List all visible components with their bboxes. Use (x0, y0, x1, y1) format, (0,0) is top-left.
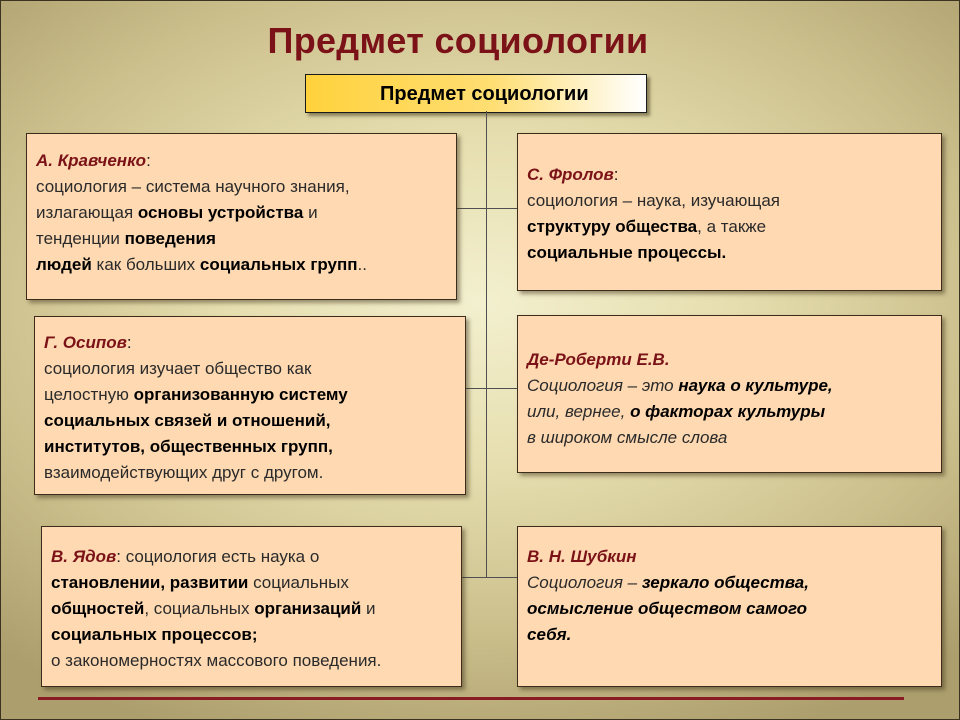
shubkin-line-2: Социология – зеркало общества, (527, 573, 809, 592)
center-label: Предмет социологии (380, 83, 589, 105)
osipov-line-6: взаимодействующих друг с другом. (44, 463, 324, 482)
kravchenko-line-1: А. Кравченко: (36, 151, 151, 170)
definition-box-osipov (34, 316, 466, 495)
connector-right-2 (486, 388, 517, 389)
deroberti-line-3: или, вернее, о факторах культуры (527, 402, 826, 421)
definition-box-kravchenko (26, 133, 457, 300)
author-name: Де-Роберти Е.В. (527, 350, 670, 369)
osipov-line-1: Г. Осипов: (44, 333, 132, 352)
connector-trunk (486, 111, 487, 578)
shubkin-line-1 (527, 544, 933, 570)
deroberti-line-1 (527, 347, 933, 373)
author-name: В. Ядов (51, 547, 117, 566)
yadov-line-2: становлении, развитии социальных (51, 573, 349, 592)
yadov-line-5: о закономерностях массового поведения. (51, 651, 382, 670)
frolov-line-1: С. Фролов: (527, 165, 619, 184)
kravchenko-line-4: тенденции поведения (36, 229, 216, 248)
kravchenko-line-3: излагающая основы устройства и (36, 203, 318, 222)
connector-right-1 (486, 208, 517, 209)
frolov-line-4: социальные процессы. (527, 243, 727, 262)
osipov-line-3: целостную организованную систему (44, 385, 348, 404)
connector-right-3 (486, 577, 517, 578)
shubkin-line-4: себя. (527, 625, 572, 644)
connector-left-3 (462, 577, 486, 578)
frolov-line-3: структуру общества, а также (527, 217, 767, 236)
deroberti-line-4: в широком смысле слова (527, 428, 728, 447)
yadov-line-3: общностей, социальных организаций и (51, 599, 376, 618)
kravchenko-line-2: социология – система научного знания, (36, 177, 350, 196)
connector-left-1 (457, 208, 486, 209)
frolov-line-2: социология – наука, изучающая (527, 191, 780, 210)
osipov-line-5: институтов, общественных групп, (44, 437, 333, 456)
shubkin-line-3: осмысление обществом самого (527, 599, 808, 618)
author-name: С. Фролов (527, 165, 614, 184)
definition-box-deroberti (517, 315, 942, 473)
osipov-line-2: социология изучает общество как (44, 359, 312, 378)
kravchenko-line-5: людей как больших социальных групп.. (36, 255, 367, 274)
slide-title: Предмет социологии (267, 20, 649, 61)
center-box (305, 74, 647, 113)
author-name: Г. Осипов (44, 333, 127, 352)
definition-box-yadov (41, 526, 462, 687)
definition-box-frolov (517, 133, 942, 291)
definition-box-shubkin (517, 526, 942, 687)
deroberti-line-2: Социология – это наука о культуре, (527, 376, 833, 395)
author-name: В. Н. Шубкин (527, 547, 637, 566)
author-name: А. Кравченко (36, 151, 147, 170)
yadov-line-1: В. Ядов: социология есть наука о (51, 547, 320, 566)
bottom-rule (38, 697, 904, 700)
yadov-line-4: социальных процессов; (51, 625, 258, 644)
osipov-line-4: социальных связей и отношений, (44, 411, 331, 430)
